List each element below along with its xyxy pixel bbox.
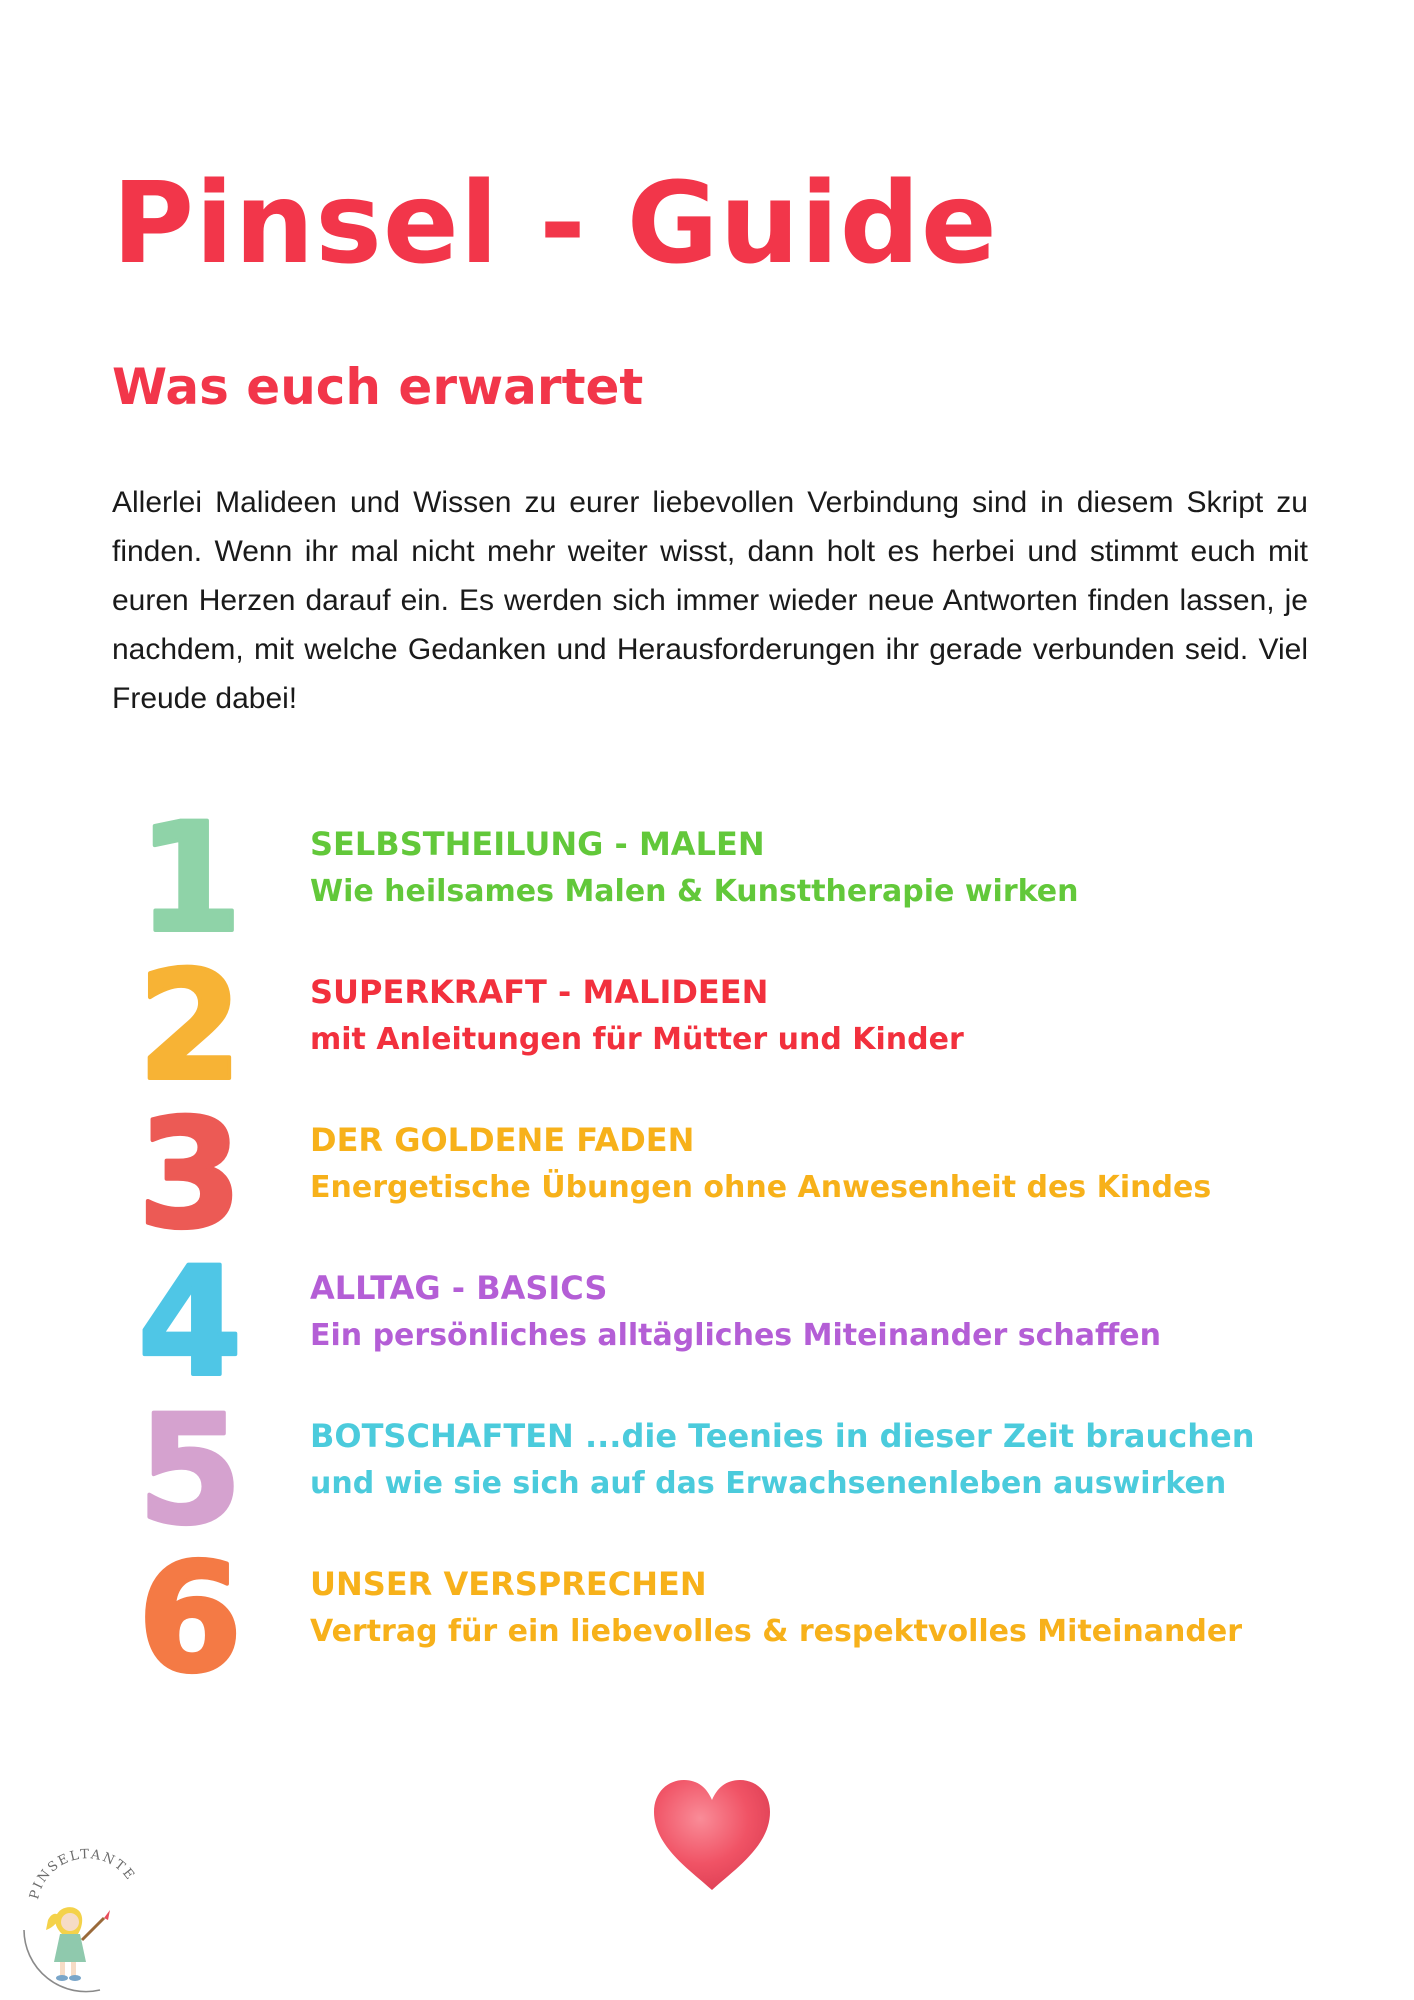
toc-number [130, 1552, 250, 1682]
toc-item-title: SUPERKRAFT - MALIDEEN [310, 973, 769, 1011]
toc-item-description: Wie heilsames Malen & Kunsttherapie wirken [310, 874, 1079, 909]
toc-item-title: UNSER VERSPRECHEN [310, 1565, 707, 1603]
toc-text [310, 1264, 1161, 1360]
toc-item [130, 1256, 1280, 1386]
svg-text:5: 5 [137, 1404, 243, 1534]
toc-item [130, 960, 1280, 1090]
svg-text:4: 4 [137, 1256, 243, 1386]
pinseltante-logo [8, 1830, 158, 1994]
toc-text [310, 1116, 1211, 1212]
toc-item [130, 1404, 1280, 1534]
toc-item-description: mit Anleitungen für Mütter und Kinder [310, 1022, 964, 1057]
toc-item-title: DER GOLDENE FADEN [310, 1121, 695, 1159]
toc-text [310, 968, 964, 1064]
svg-text:1: 1 [137, 812, 243, 942]
toc-number [130, 960, 250, 1090]
toc-item-title: ALLTAG - BASICS [310, 1269, 608, 1307]
page-subtitle: Was euch erwartet [112, 358, 644, 416]
toc-item-title: BOTSCHAFTEN ...die Teenies in dieser Zeit brauchen [310, 1417, 1255, 1455]
toc-item [130, 1108, 1280, 1238]
svg-text:2: 2 [137, 960, 243, 1090]
toc-number [130, 1108, 250, 1238]
intro-paragraph: Allerlei Malideen und Wissen zu eurer liebevollen Verbindung sind in diesem Skript zu finden. Wenn ihr mal nicht mehr weiter wisst, dann holt es herbei und stimmt euch mit euren Herzen darauf ein. Es werden sich immer wieder neue Antworten finden lassen, je nachdem, mit welche Gedanken und Herausforderungen ihr gerade verbunden seid. Viel Freude dabei! [112, 486, 1308, 715]
toc-number [130, 1404, 250, 1534]
toc-item-description: Ein persönliches alltägliches Miteinander schaffen [310, 1318, 1161, 1353]
page-title: Pinsel - Guide [112, 159, 998, 289]
svg-text:PINSELTANTE: PINSELTANTE [27, 1847, 139, 1902]
toc-text [310, 820, 1079, 916]
toc-number [130, 812, 250, 942]
svg-text:6: 6 [137, 1552, 243, 1682]
toc-item-description: Energetische Übungen ohne Anwesenheit des Kindes [310, 1170, 1212, 1205]
toc-number [130, 1256, 250, 1386]
toc-item-description: und wie sie sich auf das Erwachsenenleben auswirken [310, 1466, 1227, 1501]
toc-item-description: Vertrag für ein liebevolles & respektvolles Miteinander [310, 1614, 1242, 1649]
toc-item-title: SELBSTHEILUNG - MALEN [310, 825, 765, 863]
svg-text:3: 3 [137, 1108, 243, 1238]
heart-icon [650, 1778, 774, 1894]
toc-text [310, 1412, 1255, 1508]
toc-text [310, 1560, 1242, 1656]
toc-item [130, 812, 1280, 942]
toc-item [130, 1552, 1280, 1682]
